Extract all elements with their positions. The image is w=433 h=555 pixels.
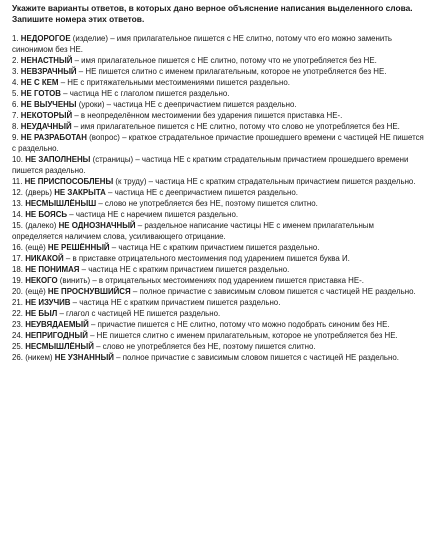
- item-word: НЕ ПРОСНУВШИЙСЯ: [47, 287, 131, 297]
- item-explanation: – частица НЕ с глаголом пишется раздельно.: [60, 89, 230, 99]
- item-explanation: (вопрос) – краткое страдательное причастие прошедшего времени с частицей НЕ пишется с раздельно.: [12, 133, 424, 154]
- item-explanation: – частица НЕ с кратким причастием пишется раздельно.: [109, 243, 320, 253]
- item-prefix: (далеко): [25, 221, 59, 231]
- item-number: 2.: [12, 56, 19, 66]
- item-word: НЕВЗРАЧНЫЙ: [20, 67, 77, 77]
- task-heading: Укажите варианты ответов, в которых дано верное объяснение написания выделенного слова. Запишите номера этих ответов.: [12, 3, 413, 24]
- item-number: 6.: [12, 100, 19, 110]
- list-item: [12, 297, 424, 308]
- list-item: [12, 352, 424, 363]
- item-explanation: – частица НЕ с деепричастием пишется раздельно.: [105, 188, 298, 198]
- item-explanation: – НЕ пишется слитно с именем прилагательным, которое не употребляется без НЕ.: [76, 67, 387, 77]
- list-item: [12, 264, 424, 275]
- item-word: НЕКОТОРЫЙ: [20, 111, 73, 121]
- list-item: [12, 330, 424, 341]
- item-word: НЕСМЫШЛЁНЫШ: [25, 199, 97, 209]
- item-word: НЕДОРОГОЕ: [20, 34, 71, 44]
- item-explanation: (изделие) – имя прилагательное пишется с НЕ слитно, потому что его можно заменить синонимом без НЕ.: [12, 34, 393, 55]
- list-item: [12, 275, 424, 286]
- item-word: НЕУВЯДАЕМЫЙ: [25, 320, 89, 330]
- item-number: 12.: [12, 188, 23, 198]
- item-number: 3.: [12, 67, 19, 77]
- item-word: НЕ ЗАПОЛНЕНЫ: [25, 155, 91, 165]
- item-number: 15.: [12, 221, 23, 231]
- item-number: 24.: [12, 331, 23, 341]
- item-prefix: (никем): [25, 353, 55, 363]
- item-word: НЕ ЗАКРЫТА: [54, 188, 106, 198]
- list-item: [12, 77, 424, 88]
- item-prefix: (ещё): [25, 243, 48, 253]
- item-explanation: – НЕ с притяжательными местоимениями пишется раздельно.: [58, 78, 290, 88]
- list-item: [12, 132, 424, 154]
- item-word: НЕ РАЗРАБОТАН: [20, 133, 87, 143]
- item-explanation: – полное причастие с зависимым словом пишется с частицей НЕ раздельно.: [113, 353, 399, 363]
- item-word: НЕ ПРИСПОСОБЛЕНЫ: [24, 177, 114, 187]
- item-number: 20.: [12, 287, 23, 297]
- item-explanation: (уроки) – частица НЕ с деепричастием пишется раздельно.: [76, 100, 297, 110]
- list-item: [12, 286, 424, 297]
- item-word: НЕ ОДНОЗНАЧНЫЙ: [58, 221, 136, 231]
- item-number: 11.: [12, 177, 23, 187]
- item-number: 14.: [12, 210, 23, 220]
- item-word: НЕ С КЕМ: [20, 78, 59, 88]
- list-item: [12, 220, 424, 242]
- list-item: [12, 99, 424, 110]
- item-word: НЕНАСТНЫЙ: [20, 56, 73, 66]
- item-explanation: – частица НЕ с кратким причастием пишется раздельно.: [79, 265, 290, 275]
- item-explanation: (винить) – в отрицательных местоимениях под ударением пишется приставка НЕ-.: [57, 276, 364, 286]
- answer-list: [12, 33, 424, 363]
- item-word: НЕ ПОНИМАЯ: [25, 265, 80, 275]
- item-explanation: – полное причастие с зависимым словом пишется с частицей НЕ раздельно.: [130, 287, 416, 297]
- item-number: 18.: [12, 265, 23, 275]
- list-item: [12, 110, 424, 121]
- item-number: 8.: [12, 122, 19, 132]
- item-prefix: (ещё): [25, 287, 48, 297]
- list-item: [12, 88, 424, 99]
- item-number: 9.: [12, 133, 19, 143]
- item-explanation: – в приставке отрицательного местоимения под ударением пишется буква И.: [63, 254, 350, 264]
- item-number: 5.: [12, 89, 19, 99]
- list-item: [12, 187, 424, 198]
- item-explanation: (к труду) – частица НЕ с кратким страдательным причастием пишется раздельно.: [113, 177, 416, 187]
- item-number: 21.: [12, 298, 23, 308]
- list-item: [12, 308, 424, 319]
- list-item: [12, 253, 424, 264]
- item-explanation: – НЕ пишется слитно с именем прилагательным, которое не употребляется без НЕ.: [87, 331, 398, 341]
- item-explanation: – слово не употребляется без НЕ, поэтому пишется слитно.: [96, 199, 318, 209]
- item-word: НЕ БЫЛ: [25, 309, 58, 319]
- item-word: НЕ БОЯСЬ: [25, 210, 68, 220]
- item-number: 10.: [12, 155, 23, 165]
- list-item: [12, 66, 424, 77]
- item-word: НЕ ГОТОВ: [20, 89, 61, 99]
- list-item: [12, 33, 424, 55]
- item-word: НЕ ИЗУЧИВ: [25, 298, 71, 308]
- item-number: 4.: [12, 78, 19, 88]
- item-explanation: – глагол с частицей НЕ пишется раздельно.: [57, 309, 221, 319]
- list-item: [12, 154, 424, 176]
- item-prefix: (дверь): [25, 188, 55, 198]
- item-number: 13.: [12, 199, 23, 209]
- item-explanation: – раздельное написание частицы НЕ с именем прилагательным определяется наличием слова, усиливающего отрицание.: [12, 221, 374, 242]
- item-number: 7.: [12, 111, 19, 121]
- item-explanation: – причастие пишется с НЕ слитно, потому что можно подобрать синоним без НЕ.: [88, 320, 390, 330]
- item-number: 1.: [12, 34, 19, 44]
- item-explanation: – частица НЕ с наречием пишется раздельно.: [67, 210, 239, 220]
- list-item: [12, 242, 424, 253]
- item-word: НЕ РЕШЁННЫЙ: [47, 243, 110, 253]
- list-item: [12, 198, 424, 209]
- item-word: НИКАКОЙ: [25, 254, 64, 264]
- item-word: НЕПРИГОДНЫЙ: [25, 331, 88, 341]
- item-explanation: – слово не употребляется без НЕ, поэтому пишется слитно.: [93, 342, 316, 352]
- item-explanation: – имя прилагательное пишется с НЕ слитно, потому что не употребляется без НЕ.: [72, 56, 377, 66]
- item-word: НЕ ВЫУЧЕНЫ: [20, 100, 77, 110]
- item-number: 26.: [12, 353, 23, 363]
- list-item: [12, 176, 424, 187]
- item-word: НЕСМЫШЛЁНЫЙ: [25, 342, 94, 352]
- item-explanation: – частица НЕ с кратким причастием пишется раздельно.: [70, 298, 281, 308]
- item-word: НЕКОГО: [25, 276, 58, 286]
- item-explanation: – имя прилагательное пишется с НЕ слитно, потому что слово не употребляется без НЕ.: [71, 122, 400, 132]
- list-item: [12, 209, 424, 220]
- item-number: 25.: [12, 342, 23, 352]
- item-number: 23.: [12, 320, 23, 330]
- item-word: НЕ УЗНАННЫЙ: [54, 353, 114, 363]
- item-word: НЕУДАЧНЫЙ: [20, 122, 72, 132]
- list-item: [12, 319, 424, 330]
- list-item: [12, 341, 424, 352]
- item-explanation: – в неопределённом местоимении без ударения пишется приставка НЕ-.: [72, 111, 343, 121]
- item-number: 17.: [12, 254, 23, 264]
- list-item: [12, 121, 424, 132]
- item-number: 19.: [12, 276, 23, 286]
- list-item: [12, 55, 424, 66]
- item-explanation: (страницы) – частица НЕ с кратким страдательным причастием прошедшего времени пишется раздельно.: [12, 155, 409, 176]
- item-number: 22.: [12, 309, 23, 319]
- item-number: 16.: [12, 243, 23, 253]
